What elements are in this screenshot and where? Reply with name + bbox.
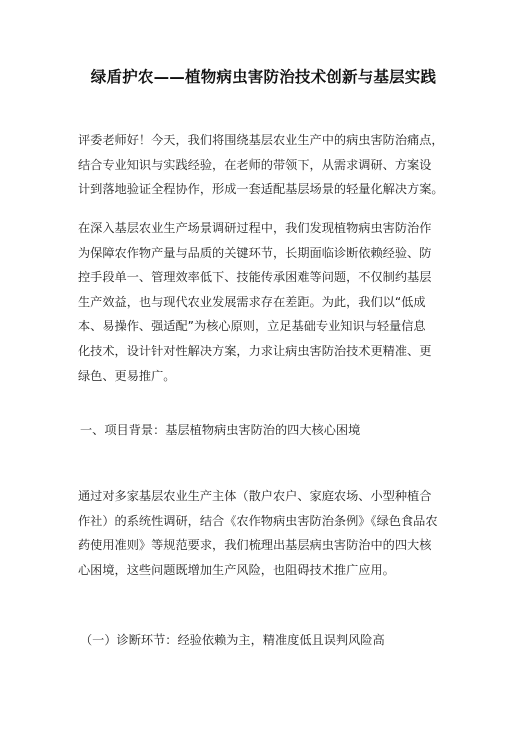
paragraph-line: 通过对多家基层农业生产主体（散户农户、家庭农场、小型种植合 (78, 489, 432, 503)
paragraph-line: 心困境，这些问题既增加生产风险，也阻碍技术推广应用。 (78, 562, 395, 577)
paragraph-line: 为保障农作物产量与品质的关键环节，长期面临诊断依赖经验、防 (78, 245, 432, 260)
section-heading: 一、项目背景：基层植物病虫害防治的四大核心困境 (80, 423, 361, 437)
paragraph-line: 绿色、更易推广。 (78, 368, 176, 383)
context-paragraph (78, 216, 450, 388)
paragraph-line: 控手段单一、管理效率低下、技能传承困难等问题，不仅制约基层 (78, 270, 432, 285)
paragraph-line: 化技术，设计针对性解决方案，力求让病虫害防治技术更精准、更 (78, 343, 432, 358)
paragraph-line: 生产效益，也与现代农业发展需求存在差距。为此，我们以“低成 (78, 294, 426, 309)
paragraph-line: 药使用准则》等规范要求，我们梳理出基层病虫害防治中的四大核 (78, 538, 432, 553)
document-title: 绿盾护农——植物病虫害防治技术创新与基层实践 (90, 68, 437, 86)
paragraph-line: 本、易操作、强适配”为核心原则，立足基础专业知识与轻量信息 (78, 319, 426, 334)
paragraph-line: 计到落地验证全程协作，形成一套适配基层场景的轻量化解决方案。 (78, 182, 444, 197)
paragraph-line: 作社）的系统性调研，结合《农作物病虫害防治条例》《绿色食品农 (78, 513, 438, 528)
intro-paragraph (78, 128, 450, 202)
paragraph-line: 评委老师好！今天，我们将围绕基层农业生产中的病虫害防治痛点， (78, 133, 444, 147)
paragraph-line: 结合专业知识与实践经验，在老师的带领下，从需求调研、方案设 (78, 157, 432, 172)
section1-paragraph (78, 484, 450, 582)
subsection-heading: （一）诊断环节：经验依赖为主，精准度低且误判风险高 (80, 633, 385, 647)
paragraph-line: 在深入基层农业生产场景调研过程中，我们发现植物病虫害防治作 (78, 221, 432, 235)
